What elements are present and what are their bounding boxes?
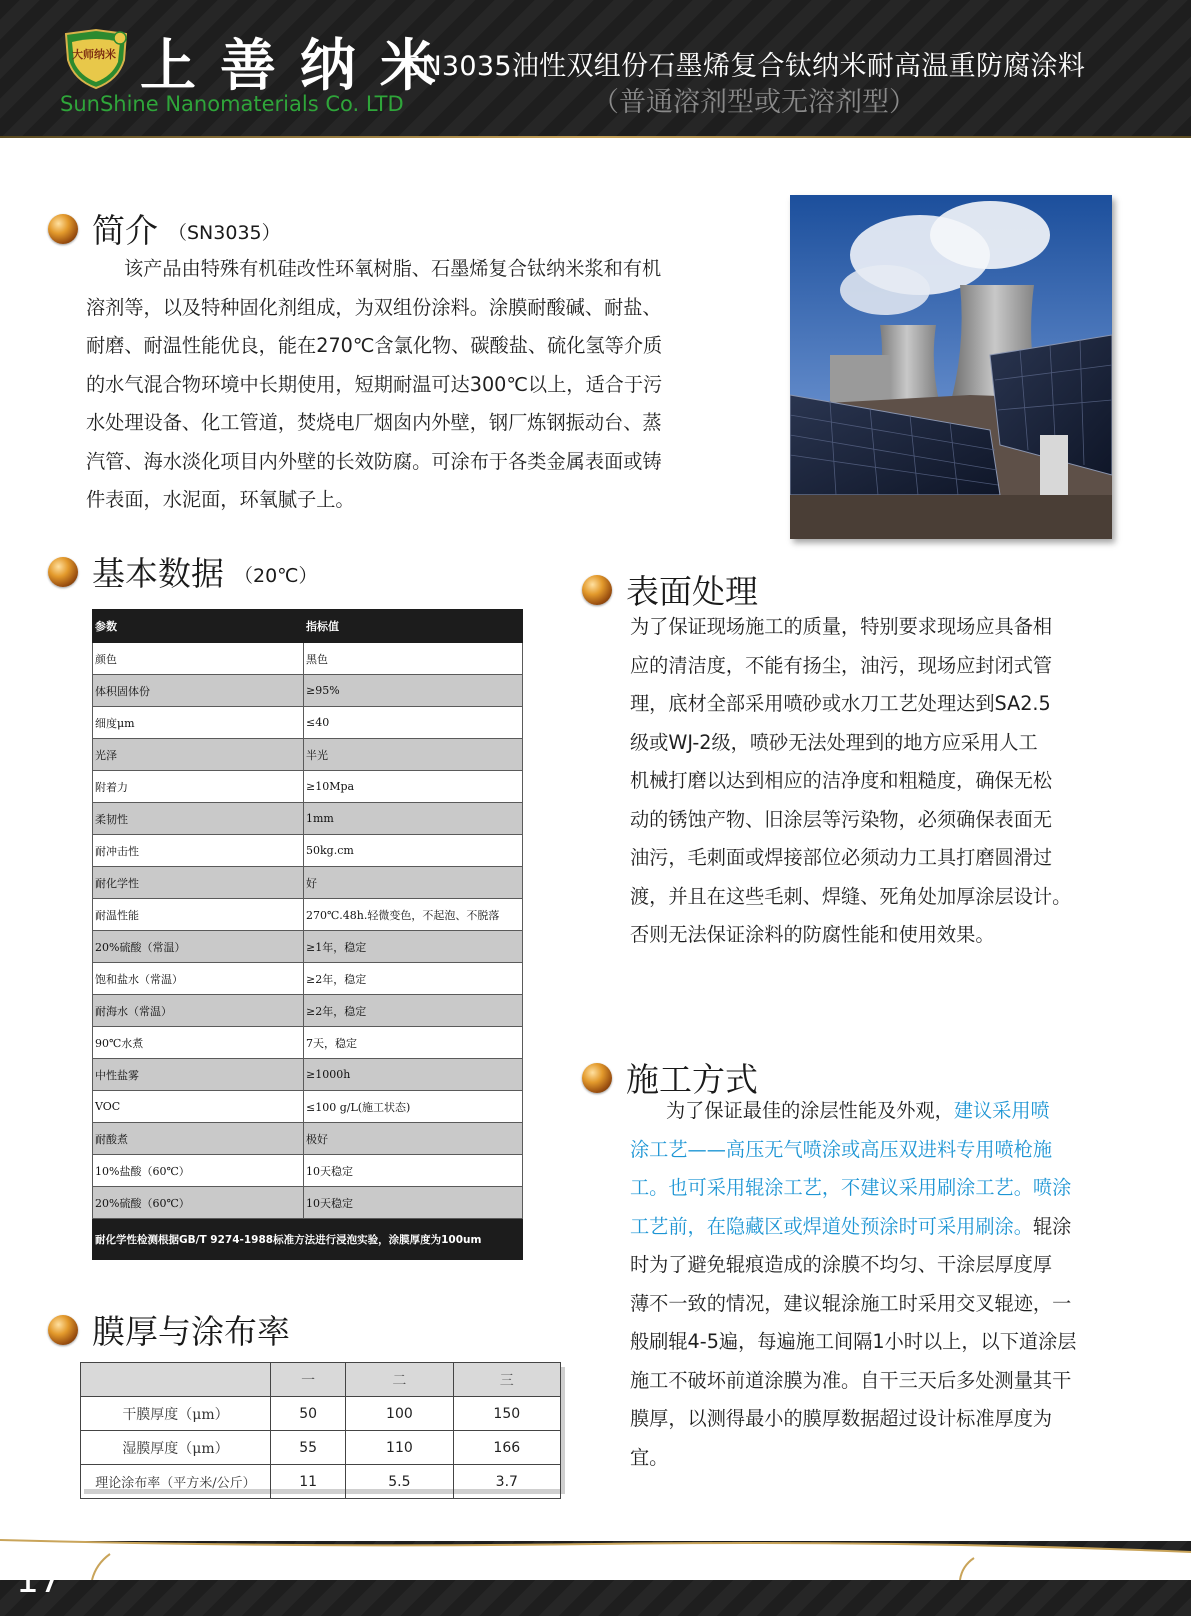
table-footnote-row — [93, 1219, 523, 1260]
param-cell: 10%盐酸（60℃） — [93, 1155, 304, 1187]
column-header: 二 — [346, 1363, 453, 1397]
param-cell: 体积固体份 — [93, 675, 304, 707]
value-cell: 10天稳定 — [304, 1155, 523, 1187]
column-header: 一 — [271, 1363, 346, 1397]
construction-line: 膜厚，以测得最小的膜厚数据超过设计标准厚度为 — [630, 1407, 1053, 1430]
value-cell: 110 — [346, 1431, 453, 1465]
intro-line: 该产品由特殊有机硅改性环氧树脂、石墨烯复合钛纳米浆和有机 — [124, 257, 662, 280]
value-cell: ≥1年，稳定 — [304, 931, 523, 963]
value-cell: ≥2年，稳定 — [304, 963, 523, 995]
param-cell: 耐温性能 — [93, 899, 304, 931]
brand-name-cn: 上善纳米 — [140, 33, 460, 99]
value-cell: ≤100 g/L(施工状态) — [304, 1091, 523, 1123]
surface-title: 表面处理 — [626, 572, 758, 611]
value-cell: 50 — [271, 1397, 346, 1431]
basic-data-title: 基本数据 — [92, 554, 224, 593]
surface-line: 机械打磨以达到相应的洁净度和粗糙度，确保无松 — [630, 769, 1053, 792]
corner-cell — [81, 1363, 271, 1397]
table-row — [93, 835, 523, 867]
construction-highlight: 工。也可采用辊涂工艺，不建议采用刷涂工艺。喷涂 — [630, 1176, 1072, 1199]
construction-line: 时为了避免辊痕造成的涂膜不均匀、干涂层厚度厚 — [630, 1253, 1053, 1276]
construction-line — [630, 1092, 1120, 1131]
construction-line: 薄不一致的情况，建议辊涂施工时采用交叉辊迹，一 — [630, 1291, 1072, 1315]
table-row — [93, 1155, 523, 1187]
logo-text: 大师纳米 — [72, 48, 116, 61]
surface-line: 理，底材全部采用喷砂或水刀工艺处理达到SA2.5 — [630, 692, 1051, 715]
param-cell: 耐冲击性 — [93, 835, 304, 867]
construction-paragraph — [630, 1092, 1120, 1477]
intro-line: 耐磨、耐温性能优良，能在270℃含氯化物、碳酸盐、硫化氢等介质 — [86, 334, 663, 357]
table-row — [93, 643, 523, 675]
surface-heading — [582, 566, 758, 613]
column-header: 三 — [453, 1363, 560, 1397]
construction-text: 辊涂 — [1032, 1214, 1072, 1238]
table-row — [93, 931, 523, 963]
intro-line: 件表面，水泥面，环氧腻子上。 — [86, 488, 355, 511]
construction-line — [630, 1208, 1120, 1247]
table-row — [93, 1187, 523, 1219]
table-row — [93, 707, 523, 739]
value-cell: 5.5 — [346, 1465, 453, 1499]
surface-line: 否则无法保证涂料的防腐性能和使用效果。 — [630, 923, 995, 946]
intro-heading — [48, 205, 281, 252]
param-cell: 饱和盐水（常温） — [93, 963, 304, 995]
intro-title: 简介 — [92, 211, 158, 250]
param-cell: 光泽 — [93, 739, 304, 771]
value-cell: ≥10Mpa — [304, 771, 523, 803]
intro-line: 溶剂等，以及特种固化剂组成，为双组份涂料。涂膜耐酸碱、耐盐、 — [86, 295, 662, 319]
table-row — [93, 739, 523, 771]
construction-line: 般刷辊4-5遍，每遍施工间隔1小时以上，以下道涂层 — [630, 1330, 1077, 1353]
param-cell: 柔韧性 — [93, 803, 304, 835]
table-row — [93, 1059, 523, 1091]
value-cell: 极好 — [304, 1123, 523, 1155]
header-divider — [0, 136, 1191, 138]
row-label: 理论涂布率（平方米/公斤） — [81, 1465, 271, 1499]
value-cell: ≥2年，稳定 — [304, 995, 523, 1027]
param-cell: 耐酸煮 — [93, 1123, 304, 1155]
intro-line: 汽管、海水淡化项目内外壁的长效防腐。可涂布于各类金属表面或铸 — [86, 449, 662, 473]
bullet-orb-icon — [582, 575, 612, 605]
product-subtitle: （普通溶剂型或无溶剂型） — [592, 87, 916, 118]
column-header: 指标值 — [304, 610, 523, 643]
intro-note: （SN3035） — [168, 222, 281, 244]
basic-data-heading — [48, 548, 318, 595]
table-header-row — [93, 610, 523, 643]
table-row — [93, 803, 523, 835]
value-cell: ≥1000h — [304, 1059, 523, 1091]
table-row — [93, 899, 523, 931]
param-cell: 中性盐雾 — [93, 1059, 304, 1091]
table-row — [93, 1027, 523, 1059]
value-cell: 7天，稳定 — [304, 1027, 523, 1059]
construction-highlight: 涂工艺——高压无气喷涂或高压双进料专用喷枪施 — [630, 1137, 1053, 1161]
basic-data-table — [92, 609, 523, 1260]
bullet-orb-icon — [582, 1063, 612, 1093]
value-cell: 150 — [453, 1397, 560, 1431]
page-number: 17 — [16, 1560, 62, 1601]
film-title: 膜厚与涂布率 — [92, 1312, 290, 1351]
column-header: 参数 — [93, 610, 304, 643]
surface-line: 动的锈蚀产物、旧涂层等污染物，必须确保表面无 — [630, 807, 1053, 831]
construction-line: 宜。 — [630, 1445, 669, 1469]
surface-line: 渡，并且在这些毛刺、焊缝、死角处加厚涂层设计。 — [630, 884, 1072, 908]
footer-wave — [0, 1520, 1191, 1580]
row-label: 湿膜厚度（μm） — [81, 1431, 271, 1465]
table-row — [93, 1091, 523, 1123]
table-row — [93, 995, 523, 1027]
cooling-tower-solar-photo — [790, 195, 1112, 539]
param-cell: 20%硫酸（常温） — [93, 931, 304, 963]
table-row — [93, 867, 523, 899]
surface-line: 应的清洁度，不能有扬尘，油污，现场应封闭式管 — [630, 653, 1053, 677]
surface-line: 为了保证现场施工的质量，特别要求现场应具备相 — [630, 615, 1053, 638]
param-cell: 颜色 — [93, 643, 304, 675]
construction-line: 施工不破坏前道涂膜为准。自干三天后多处测量其干 — [630, 1368, 1072, 1392]
table-row — [93, 1123, 523, 1155]
param-cell: 耐化学性 — [93, 867, 304, 899]
param-cell: 附着力 — [93, 771, 304, 803]
param-cell: 细度μm — [93, 707, 304, 739]
table-row — [93, 675, 523, 707]
bullet-orb-icon — [48, 1315, 78, 1345]
value-cell: 3.7 — [453, 1465, 560, 1499]
table-footnote: 耐化学性检测根据GB/T 9274-1988标准方法进行浸泡实验，涂膜厚度为100um — [93, 1219, 523, 1260]
value-cell: 11 — [271, 1465, 346, 1499]
construction-highlight: 工艺前，在隐藏区或焊道处预涂时可采用刷涂。 — [630, 1214, 1033, 1238]
bullet-orb-icon — [48, 557, 78, 587]
surface-line: 油污，毛刺面或焊接部位必须动力工具打磨圆滑过 — [630, 846, 1053, 869]
value-cell: 50kg.cm — [304, 835, 523, 867]
value-cell: ≤40 — [304, 707, 523, 739]
table-row — [81, 1397, 561, 1431]
value-cell: ≥95% — [304, 675, 523, 707]
param-cell: VOC — [93, 1091, 304, 1123]
value-cell: 半光 — [304, 739, 523, 771]
intro-line: 水处理设备、化工管道，焚烧电厂烟囱内外壁，钢厂炼钢振动台、蒸 — [86, 411, 662, 434]
param-cell: 90℃水煮 — [93, 1027, 304, 1059]
intro-paragraph — [86, 250, 746, 520]
value-cell: 10天稳定 — [304, 1187, 523, 1219]
table-row — [93, 963, 523, 995]
bullet-orb-icon — [48, 214, 78, 244]
product-title: SN3035油性双组份石墨烯复合钛纳米耐高温重防腐涂料 — [404, 51, 1086, 82]
value-cell: 黑色 — [304, 643, 523, 675]
intro-line: 的水气混合物环境中长期使用，短期耐温可达300℃以上，适合于污 — [86, 372, 663, 396]
surface-line: 级或WJ-2级，喷砂无法处理到的地方应采用人工 — [630, 730, 1038, 754]
value-cell: 270℃.48h.轻微变色，不起泡、不脱落 — [304, 899, 523, 931]
construction-text: 为了保证最佳的涂层性能及外观， — [666, 1099, 954, 1122]
basic-data-note: （20℃） — [234, 565, 318, 587]
film-thickness-table — [80, 1362, 561, 1499]
value-cell: 100 — [346, 1397, 453, 1431]
brand-name-en: SunShine Nanomaterials Co. LTD — [60, 92, 404, 116]
table-row — [81, 1465, 561, 1499]
value-cell: 1mm — [304, 803, 523, 835]
value-cell: 好 — [304, 867, 523, 899]
value-cell: 166 — [453, 1431, 560, 1465]
construction-highlight: 建议采用喷 — [953, 1099, 1050, 1122]
film-heading — [48, 1306, 290, 1353]
row-label: 干膜厚度（μm） — [81, 1397, 271, 1431]
param-cell: 耐海水（常温） — [93, 995, 304, 1027]
construction-title: 施工方式 — [626, 1060, 758, 1099]
table-header-row — [81, 1363, 561, 1397]
value-cell: 55 — [271, 1431, 346, 1465]
param-cell: 20%硫酸（60℃） — [93, 1187, 304, 1219]
table-row — [93, 771, 523, 803]
surface-paragraph — [630, 608, 1120, 955]
table-row — [81, 1431, 561, 1465]
